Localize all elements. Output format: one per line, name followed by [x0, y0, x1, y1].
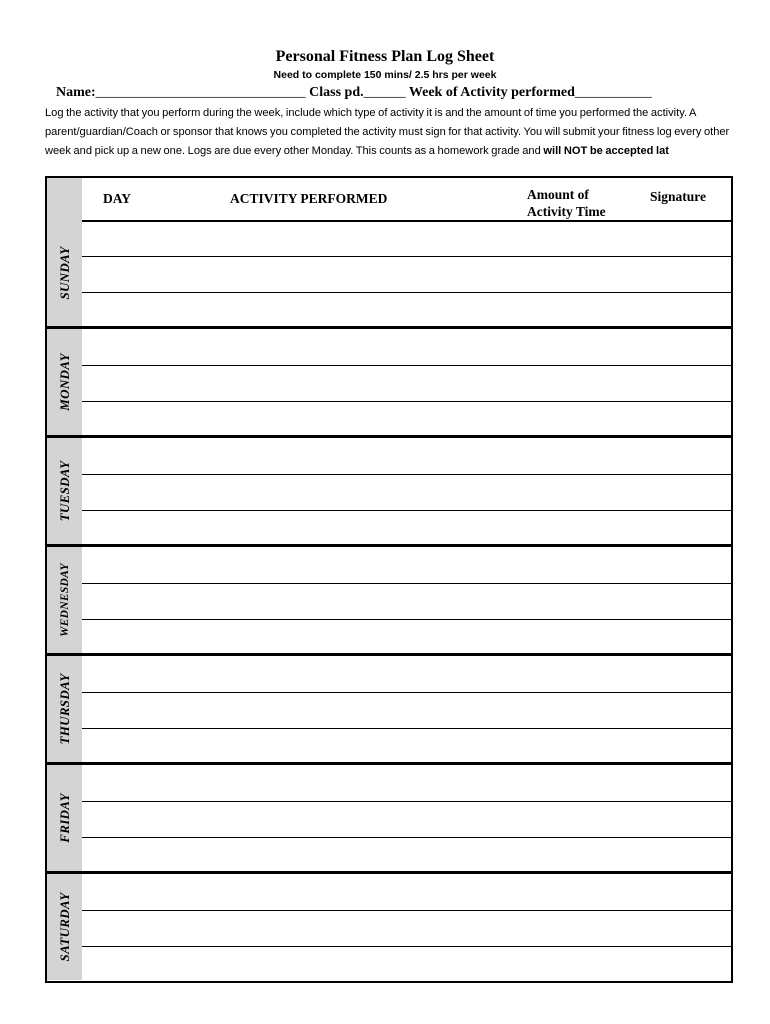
week-label: Week of Activity performed: [408, 85, 575, 100]
entry-line[interactable]: [82, 474, 731, 475]
day-label-cell: [47, 438, 82, 544]
entry-line[interactable]: [82, 365, 731, 366]
week-field[interactable]: ___________: [574, 85, 652, 100]
entry-line[interactable]: [82, 292, 731, 293]
entry-line[interactable]: [82, 401, 731, 402]
day-label-wednesday: WEDNESDAY: [58, 563, 71, 637]
entry-line[interactable]: [82, 510, 731, 511]
day-block-thursday: [47, 656, 731, 765]
instructions-text: Log the activity that you perform during the week, include which type of activity it is and the amount of time you performed the activity. A parent/guardian/Coach or sponsor that knows you completed the activity must sign for that activity. You will submit your fitness log every other week and pick up a new one. Logs are due every other Monday. This counts as a homework grade and: [45, 107, 730, 158]
entry-line[interactable]: [82, 837, 731, 838]
student-info-fields: [56, 85, 721, 101]
name-field[interactable]: ______________________________: [95, 85, 306, 100]
day-label-thursday: THURSDAY: [56, 673, 72, 745]
table-header-row: [47, 178, 731, 222]
entry-line[interactable]: [82, 910, 731, 911]
entry-line[interactable]: [82, 801, 731, 802]
activity-log-table: [45, 176, 733, 983]
day-block-saturday: [47, 874, 731, 983]
entry-line[interactable]: [82, 583, 731, 584]
page-subtitle: Need to complete 150 mins/ 2.5 hrs per week: [273, 69, 497, 81]
day-label-sunday: SUNDAY: [56, 246, 72, 300]
day-label-saturday: SATURDAY: [56, 892, 72, 962]
entry-line[interactable]: [82, 256, 731, 257]
header-signature: Signature: [650, 189, 707, 204]
instructions-emphasis: will NOT be accepted lat: [543, 145, 669, 158]
header-activity-performed: ACTIVITY PERFORMED: [230, 191, 388, 206]
day-label-cell: [47, 329, 82, 435]
day-label-cell: [47, 220, 82, 326]
instructions-paragraph: [45, 104, 735, 162]
day-label-cell: [47, 656, 82, 762]
entry-line[interactable]: [82, 692, 731, 693]
day-block-friday: [47, 765, 731, 874]
header-corner-cell: [47, 178, 82, 220]
entry-line[interactable]: [82, 728, 731, 729]
day-label-monday: MONDAY: [56, 353, 72, 411]
class-period-field[interactable]: ______: [363, 85, 406, 100]
class-period-label: Class pd.: [309, 85, 364, 100]
entry-line[interactable]: [82, 619, 731, 620]
day-block-monday: [47, 329, 731, 438]
day-label-cell: [47, 547, 82, 653]
header-amount-of-activity-time: Amount of Activity Time: [527, 187, 606, 219]
day-block-wednesday: [47, 547, 731, 656]
day-label-cell: [47, 765, 82, 871]
page-title: Personal Fitness Plan Log Sheet: [275, 48, 495, 65]
header-day: DAY: [103, 191, 132, 206]
day-label-friday: FRIDAY: [56, 793, 72, 843]
day-block-sunday: [47, 220, 731, 329]
day-label-cell: [47, 874, 82, 980]
day-label-tuesday: TUESDAY: [56, 460, 72, 522]
entry-line[interactable]: [82, 946, 731, 947]
day-block-tuesday: [47, 438, 731, 547]
name-label: Name:: [56, 85, 96, 100]
